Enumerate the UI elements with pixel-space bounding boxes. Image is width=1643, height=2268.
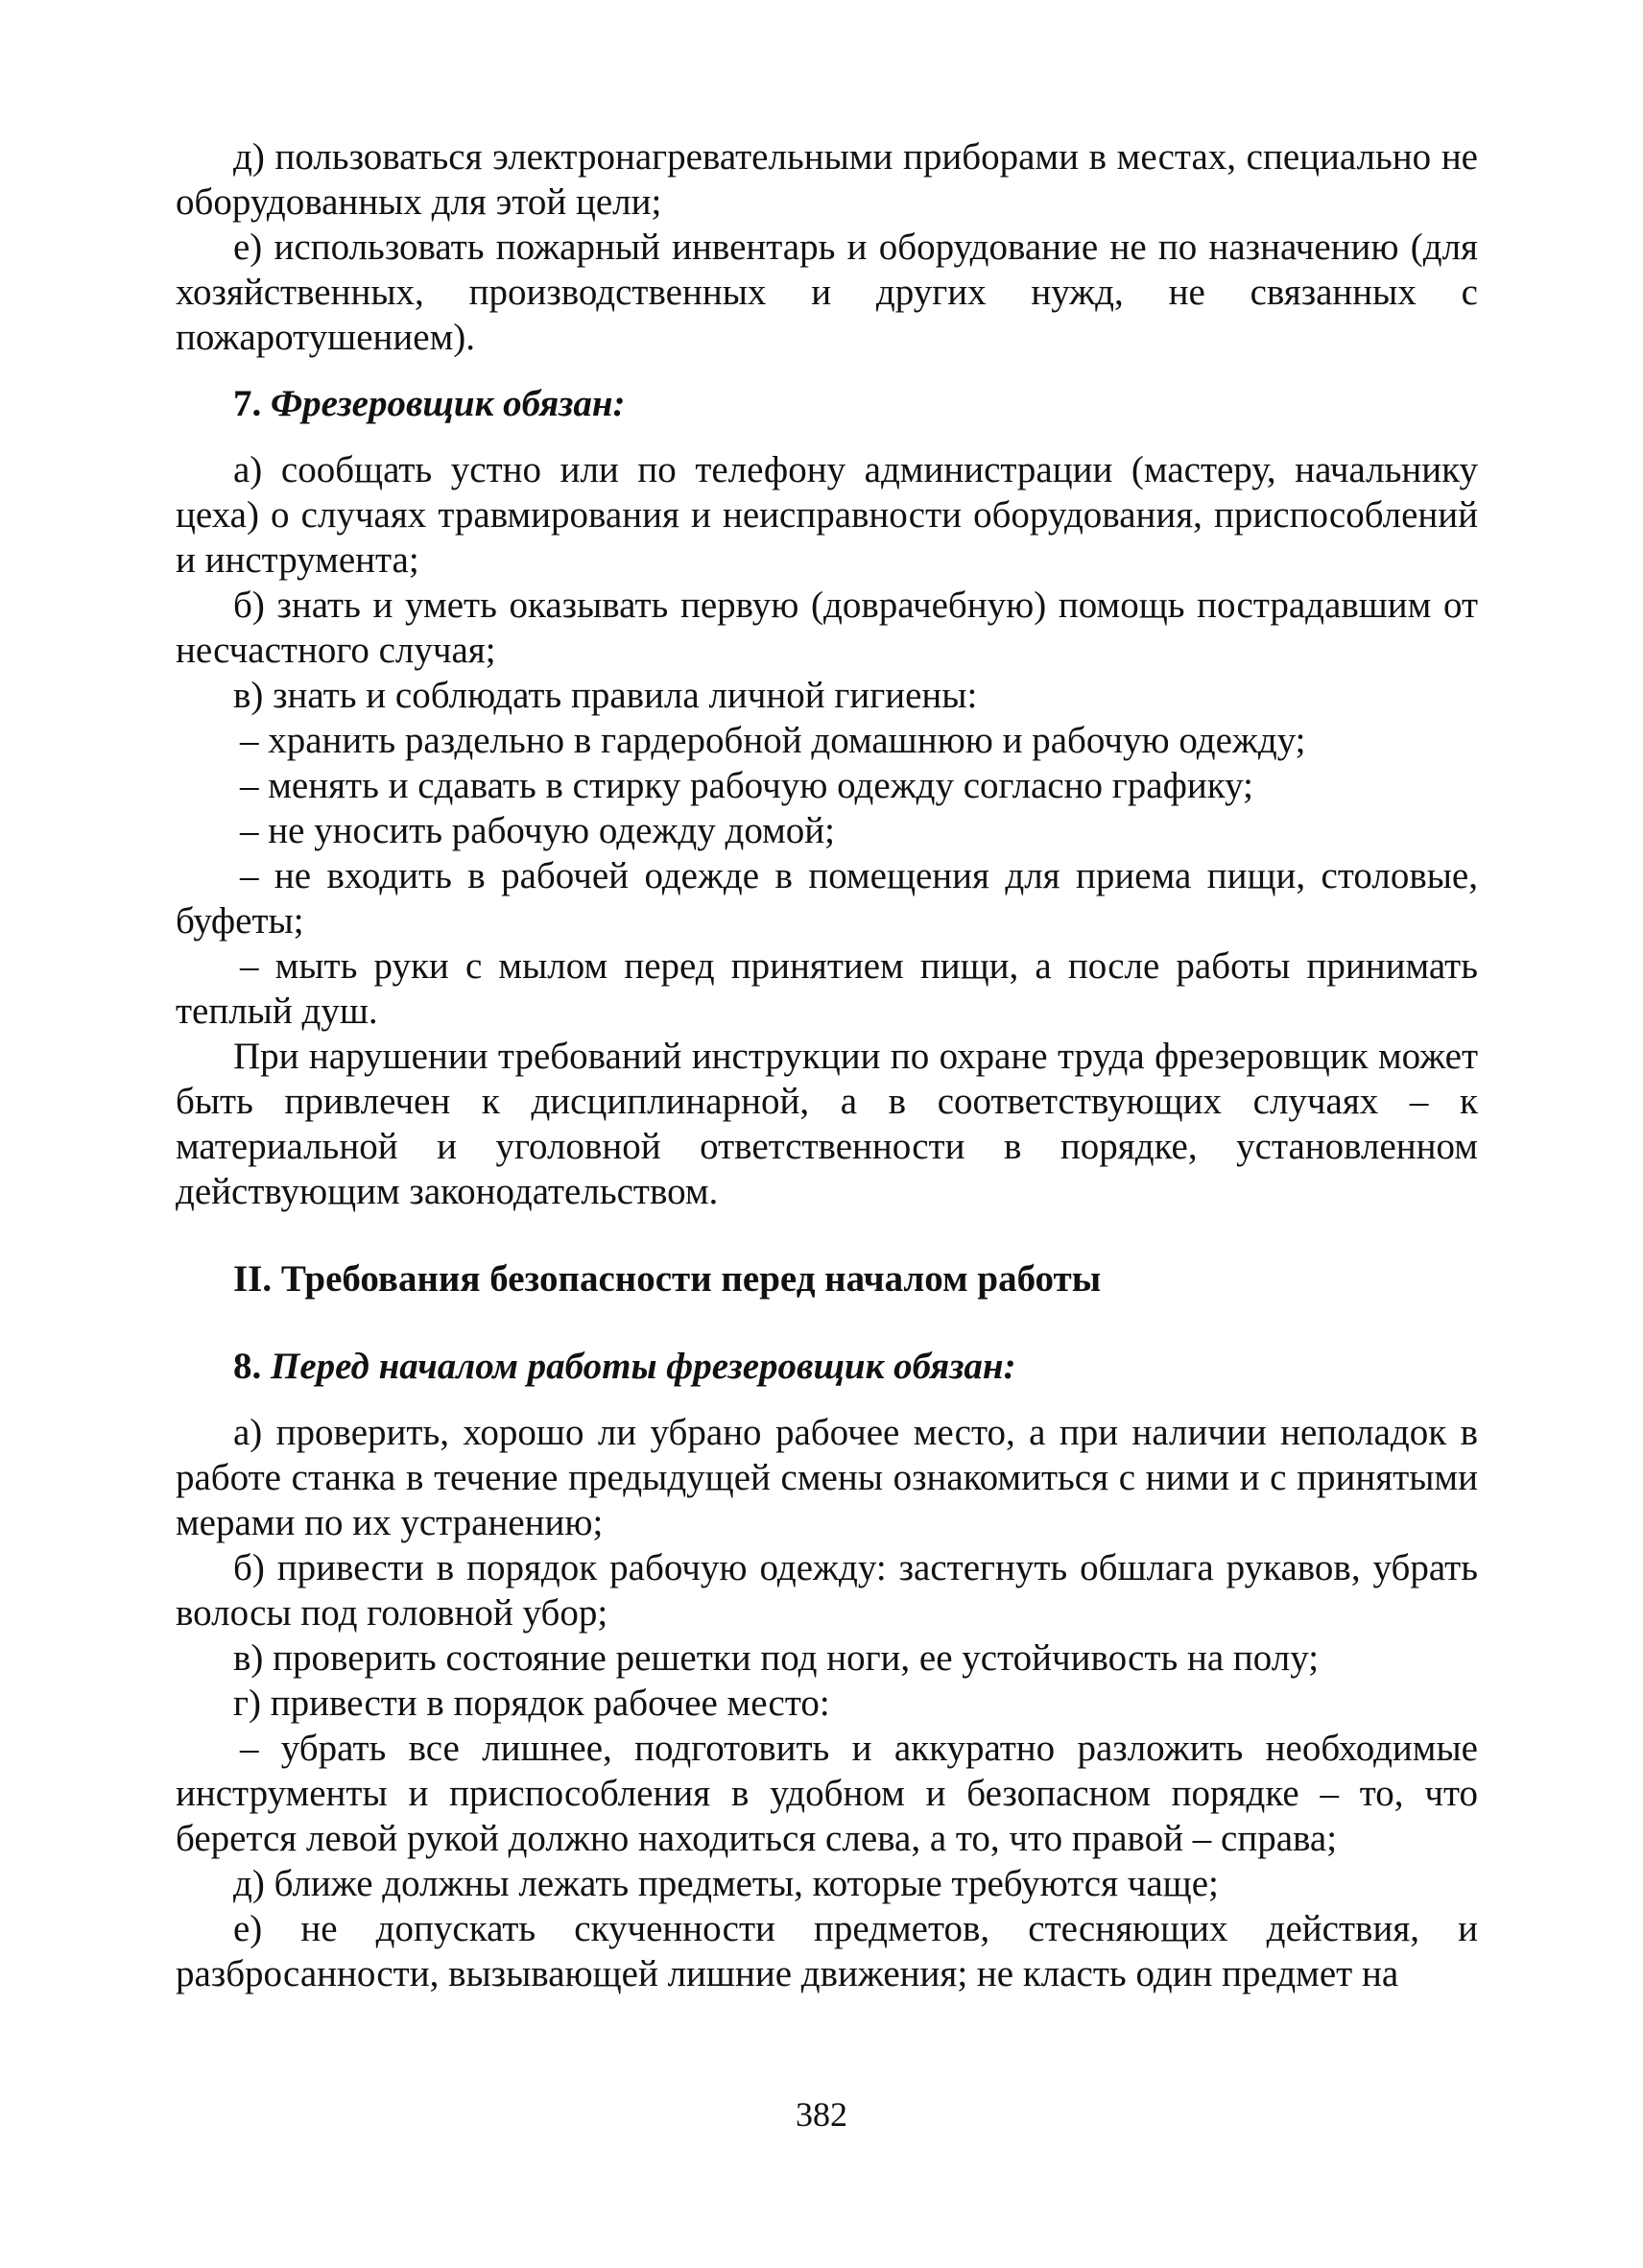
item-8-number: 8.: [233, 1346, 262, 1387]
paragraph-v-grate: в) проверить состояние решетки под ноги, ее устойчивость на полу;: [233, 1637, 1320, 1679]
paragraph-a-inform: а) сообщать устно или по телефону администрации (мастеру, начальнику цеха) о случаях травмирования и неисправности оборудования, приспособлений и инструмента;: [176, 449, 1478, 581]
item-7-title: Фрезеровщик обязан:: [271, 383, 626, 424]
section-2-title: II. Требования безопасности перед началом работы: [233, 1258, 1102, 1300]
paragraph-b-firstaid: б) знать и уметь оказывать первую (доврачебную) помощь пострадавшим от несчастного случая;: [176, 585, 1478, 671]
paragraph-liability: При нарушении требований инструкции по охране труда фрезеровщик может быть привлечен к дисциплинарной, а в соответствующих случаях – к материальной и уголовной ответственности в порядке, установленном действующим законодательством.: [176, 1036, 1478, 1212]
page-body: [176, 134, 1478, 1996]
paragraph-v-hygiene: в) знать и соблюдать правила личной гигиены:: [233, 675, 978, 716]
item-8-heading: [176, 1344, 1478, 1389]
page-number: 382: [796, 2095, 847, 2134]
dash-item-4: – не входить в рабочей одежде в помещения для приема пищи, столовые, буфеты;: [176, 855, 1478, 942]
item-7-heading: [176, 381, 1478, 426]
paragraph-d-prohibit: д) пользоваться электронагревательными приборами в местах, специально не оборудованных для этой цели;: [176, 136, 1478, 223]
paragraph-g-workplace: г) привести в порядок рабочее место:: [233, 1683, 830, 1724]
paragraph-e-prohibit: е) использовать пожарный инвентарь и оборудование не по назначению (для хозяйственных, производственных и других нужд, не связанных с пожаротушением).: [176, 227, 1478, 358]
paragraph-b-clothes: б) привести в порядок рабочую одежду: застегнуть обшлага рукавов, убрать волосы под головной убор;: [176, 1547, 1478, 1634]
item-7-number: 7.: [233, 383, 262, 424]
dash-item-3: – не уносить рабочую одежду домой;: [240, 810, 835, 851]
dash-item-tools: – убрать все лишнее, подготовить и аккуратно разложить необходимые инструменты и приспособления в удобном и безопасном порядке – то, что берется левой рукой должно находиться слева, а то, что правой – справа;: [176, 1728, 1478, 1859]
dash-item-5: – мыть руки с мылом перед принятием пищи, а после работы принимать теплый душ.: [176, 945, 1478, 1032]
dash-item-1: – хранить раздельно в гардеробной домашнюю и рабочую одежду;: [240, 720, 1306, 761]
dash-item-2: – менять и сдавать в стирку рабочую одежду согласно графику;: [240, 765, 1253, 806]
paragraph-d-closer: д) ближе должны лежать предметы, которые требуются чаще;: [233, 1863, 1219, 1904]
paragraph-a-check: а) проверить, хорошо ли убрано рабочее место, а при наличии неполадок в работе станка в течение предыдущей смены ознакомиться с ними и с принятыми мерами по их устранению;: [176, 1412, 1478, 1543]
item-8-title: Перед началом работы фрезеровщик обязан:: [271, 1346, 1016, 1387]
paragraph-e-clutter: е) не допускать скученности предметов, стесняющих действия, и разбросанности, вызывающей лишние движения; не класть один предмет на: [176, 1908, 1478, 1994]
